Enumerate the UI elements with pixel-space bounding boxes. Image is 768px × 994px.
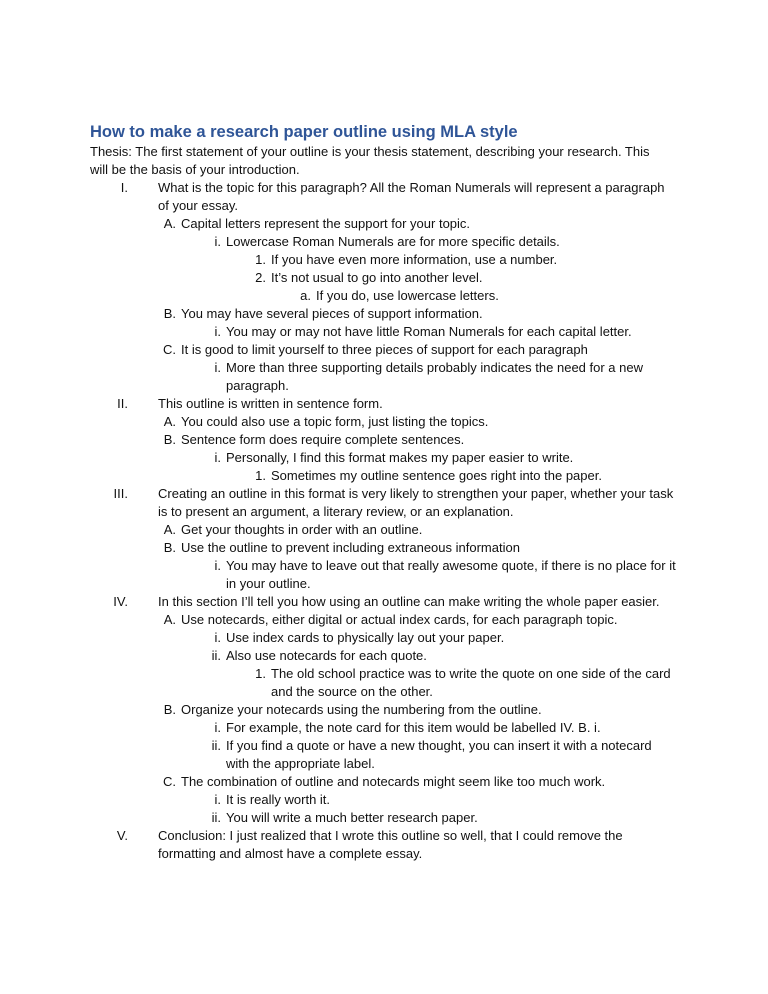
outline-item-level-3 bbox=[90, 557, 676, 593]
outline-marker: V. bbox=[116, 828, 128, 843]
outline-item-level-3 bbox=[90, 449, 676, 467]
outline-item-level-1 bbox=[90, 485, 678, 521]
outline-text: Capital letters represent the support for your topic. bbox=[181, 216, 471, 231]
outline-text: You may have several pieces of support information. bbox=[181, 306, 483, 321]
outline-item-level-3 bbox=[90, 791, 676, 809]
outline-text: If you do, use lowercase letters. bbox=[316, 288, 499, 303]
outline-item-level-4 bbox=[90, 665, 676, 701]
outline-marker: C. bbox=[163, 774, 176, 789]
outline-marker: i. bbox=[214, 630, 221, 645]
outline-marker: ii. bbox=[211, 738, 221, 753]
outline-text: Use the outline to prevent including extraneous information bbox=[181, 540, 520, 555]
outline-text: This outline is written in sentence form. bbox=[158, 396, 383, 411]
outline-item-level-2 bbox=[90, 215, 676, 233]
outline-item-level-3 bbox=[90, 809, 676, 827]
outline-item-level-1 bbox=[90, 827, 678, 863]
outline-item-level-2 bbox=[90, 611, 676, 629]
outline-text: More than three supporting details probably indicates the need for a new paragraph. bbox=[226, 360, 643, 393]
outline-marker: B. bbox=[163, 702, 176, 717]
outline-item-level-2 bbox=[90, 521, 676, 539]
outline-text: The old school practice was to write the quote on one side of the card and the source on the other. bbox=[271, 666, 671, 699]
outline-text: You could also use a topic form, just listing the topics. bbox=[181, 414, 489, 429]
outline-marker: A. bbox=[163, 216, 176, 231]
outline-marker: B. bbox=[163, 306, 176, 321]
outline-item-level-3 bbox=[90, 629, 676, 647]
outline-text: Lowercase Roman Numerals are for more specific details. bbox=[226, 234, 560, 249]
outline-item-level-3 bbox=[90, 719, 676, 737]
outline-marker: i. bbox=[214, 720, 221, 735]
outline-item-level-4 bbox=[90, 269, 676, 287]
outline-item-level-3 bbox=[90, 359, 676, 395]
outline-text: Creating an outline in this format is very likely to strengthen your paper, whether your task is to present an argument, a literary review, or an explanation. bbox=[158, 486, 674, 519]
outline-item-level-2 bbox=[90, 431, 676, 449]
outline-text: Conclusion: I just realized that I wrote this outline so well, that I could remove the formatting and almost have a complete essay. bbox=[158, 828, 623, 861]
thesis-paragraph: Thesis: The first statement of your outline is your thesis statement, describing your research. This will be the basis of your introduction. bbox=[90, 144, 650, 177]
outline-marker: 1. bbox=[255, 468, 266, 483]
outline-text: It’s not usual to go into another level. bbox=[271, 270, 483, 285]
outline-text: In this section I’ll tell you how using an outline can make writing the whole paper easier. bbox=[158, 594, 660, 609]
outline-item-level-3 bbox=[90, 647, 676, 665]
outline-item-level-2 bbox=[90, 773, 676, 791]
outline-item-level-4 bbox=[90, 251, 676, 269]
document-title: How to make a research paper outline using MLA style bbox=[90, 123, 518, 141]
outline-item-level-4 bbox=[90, 467, 676, 485]
outline-marker: i. bbox=[214, 792, 221, 807]
outline-text: For example, the note card for this item would be labelled IV. B. i. bbox=[226, 720, 601, 735]
outline-text: You may have to leave out that really awesome quote, if there is no place for it in your outline. bbox=[226, 558, 676, 591]
outline-marker: A. bbox=[163, 612, 176, 627]
outline-marker: A. bbox=[163, 522, 176, 537]
outline-item-level-2 bbox=[90, 413, 676, 431]
outline-marker: i. bbox=[214, 234, 221, 249]
outline-text: The combination of outline and notecards might seem like too much work. bbox=[181, 774, 606, 789]
outline-item-level-5 bbox=[90, 287, 676, 305]
outline-text: You will write a much better research paper. bbox=[226, 810, 478, 825]
outline-marker: II. bbox=[117, 396, 128, 411]
outline-item-level-2 bbox=[90, 701, 676, 719]
outline-marker: i. bbox=[214, 324, 221, 339]
outline-item-level-3 bbox=[90, 323, 676, 341]
outline-marker: i. bbox=[214, 558, 221, 573]
outline-text: If you find a quote or have a new thought, you can insert it with a notecard with the appropriate label. bbox=[226, 738, 652, 771]
outline-text: Also use notecards for each quote. bbox=[226, 648, 427, 663]
outline-marker: i. bbox=[214, 450, 221, 465]
outline-text: Use index cards to physically lay out your paper. bbox=[226, 630, 505, 645]
outline-text: Personally, I find this format makes my paper easier to write. bbox=[226, 450, 574, 465]
outline-item-level-2 bbox=[90, 341, 676, 359]
outline-marker: ii. bbox=[211, 648, 221, 663]
outline-text: If you have even more information, use a number. bbox=[271, 252, 558, 267]
outline-marker: C. bbox=[163, 342, 176, 357]
outline-marker: I. bbox=[120, 180, 128, 195]
outline-text: Sometimes my outline sentence goes right into the paper. bbox=[271, 468, 602, 483]
outline-text: Organize your notecards using the numbering from the outline. bbox=[181, 702, 542, 717]
outline-text: It is really worth it. bbox=[226, 792, 331, 807]
outline-marker: i. bbox=[214, 360, 221, 375]
outline-item-level-1 bbox=[90, 395, 678, 413]
outline-marker: 2. bbox=[255, 270, 266, 285]
outline-item-level-1 bbox=[90, 179, 678, 215]
outline-marker: 1. bbox=[255, 252, 266, 267]
outline-marker: A. bbox=[163, 414, 176, 429]
document-page bbox=[90, 121, 690, 863]
outline-item-level-3 bbox=[90, 233, 676, 251]
outline-text: What is the topic for this paragraph? All the Roman Numerals will represent a paragraph of your essay. bbox=[158, 180, 665, 213]
outline-item-level-2 bbox=[90, 539, 676, 557]
outline-text: It is good to limit yourself to three pieces of support for each paragraph bbox=[181, 342, 588, 357]
outline-text: Get your thoughts in order with an outline. bbox=[181, 522, 423, 537]
outline-item-level-2 bbox=[90, 305, 676, 323]
outline-marker: IV. bbox=[113, 594, 128, 609]
outline-text: You may or may not have little Roman Numerals for each capital letter. bbox=[226, 324, 632, 339]
outline-marker: B. bbox=[163, 540, 176, 555]
outline-marker: B. bbox=[163, 432, 176, 447]
outline-text: Use notecards, either digital or actual index cards, for each paragraph topic. bbox=[181, 612, 618, 627]
outline-list bbox=[90, 179, 690, 863]
outline-marker: 1. bbox=[255, 666, 266, 681]
outline-marker: III. bbox=[113, 486, 128, 501]
outline-item-level-3 bbox=[90, 737, 676, 773]
outline-item-level-1 bbox=[90, 593, 678, 611]
outline-text: Sentence form does require complete sentences. bbox=[181, 432, 465, 447]
outline-marker: a. bbox=[300, 288, 311, 303]
outline-marker: ii. bbox=[211, 810, 221, 825]
